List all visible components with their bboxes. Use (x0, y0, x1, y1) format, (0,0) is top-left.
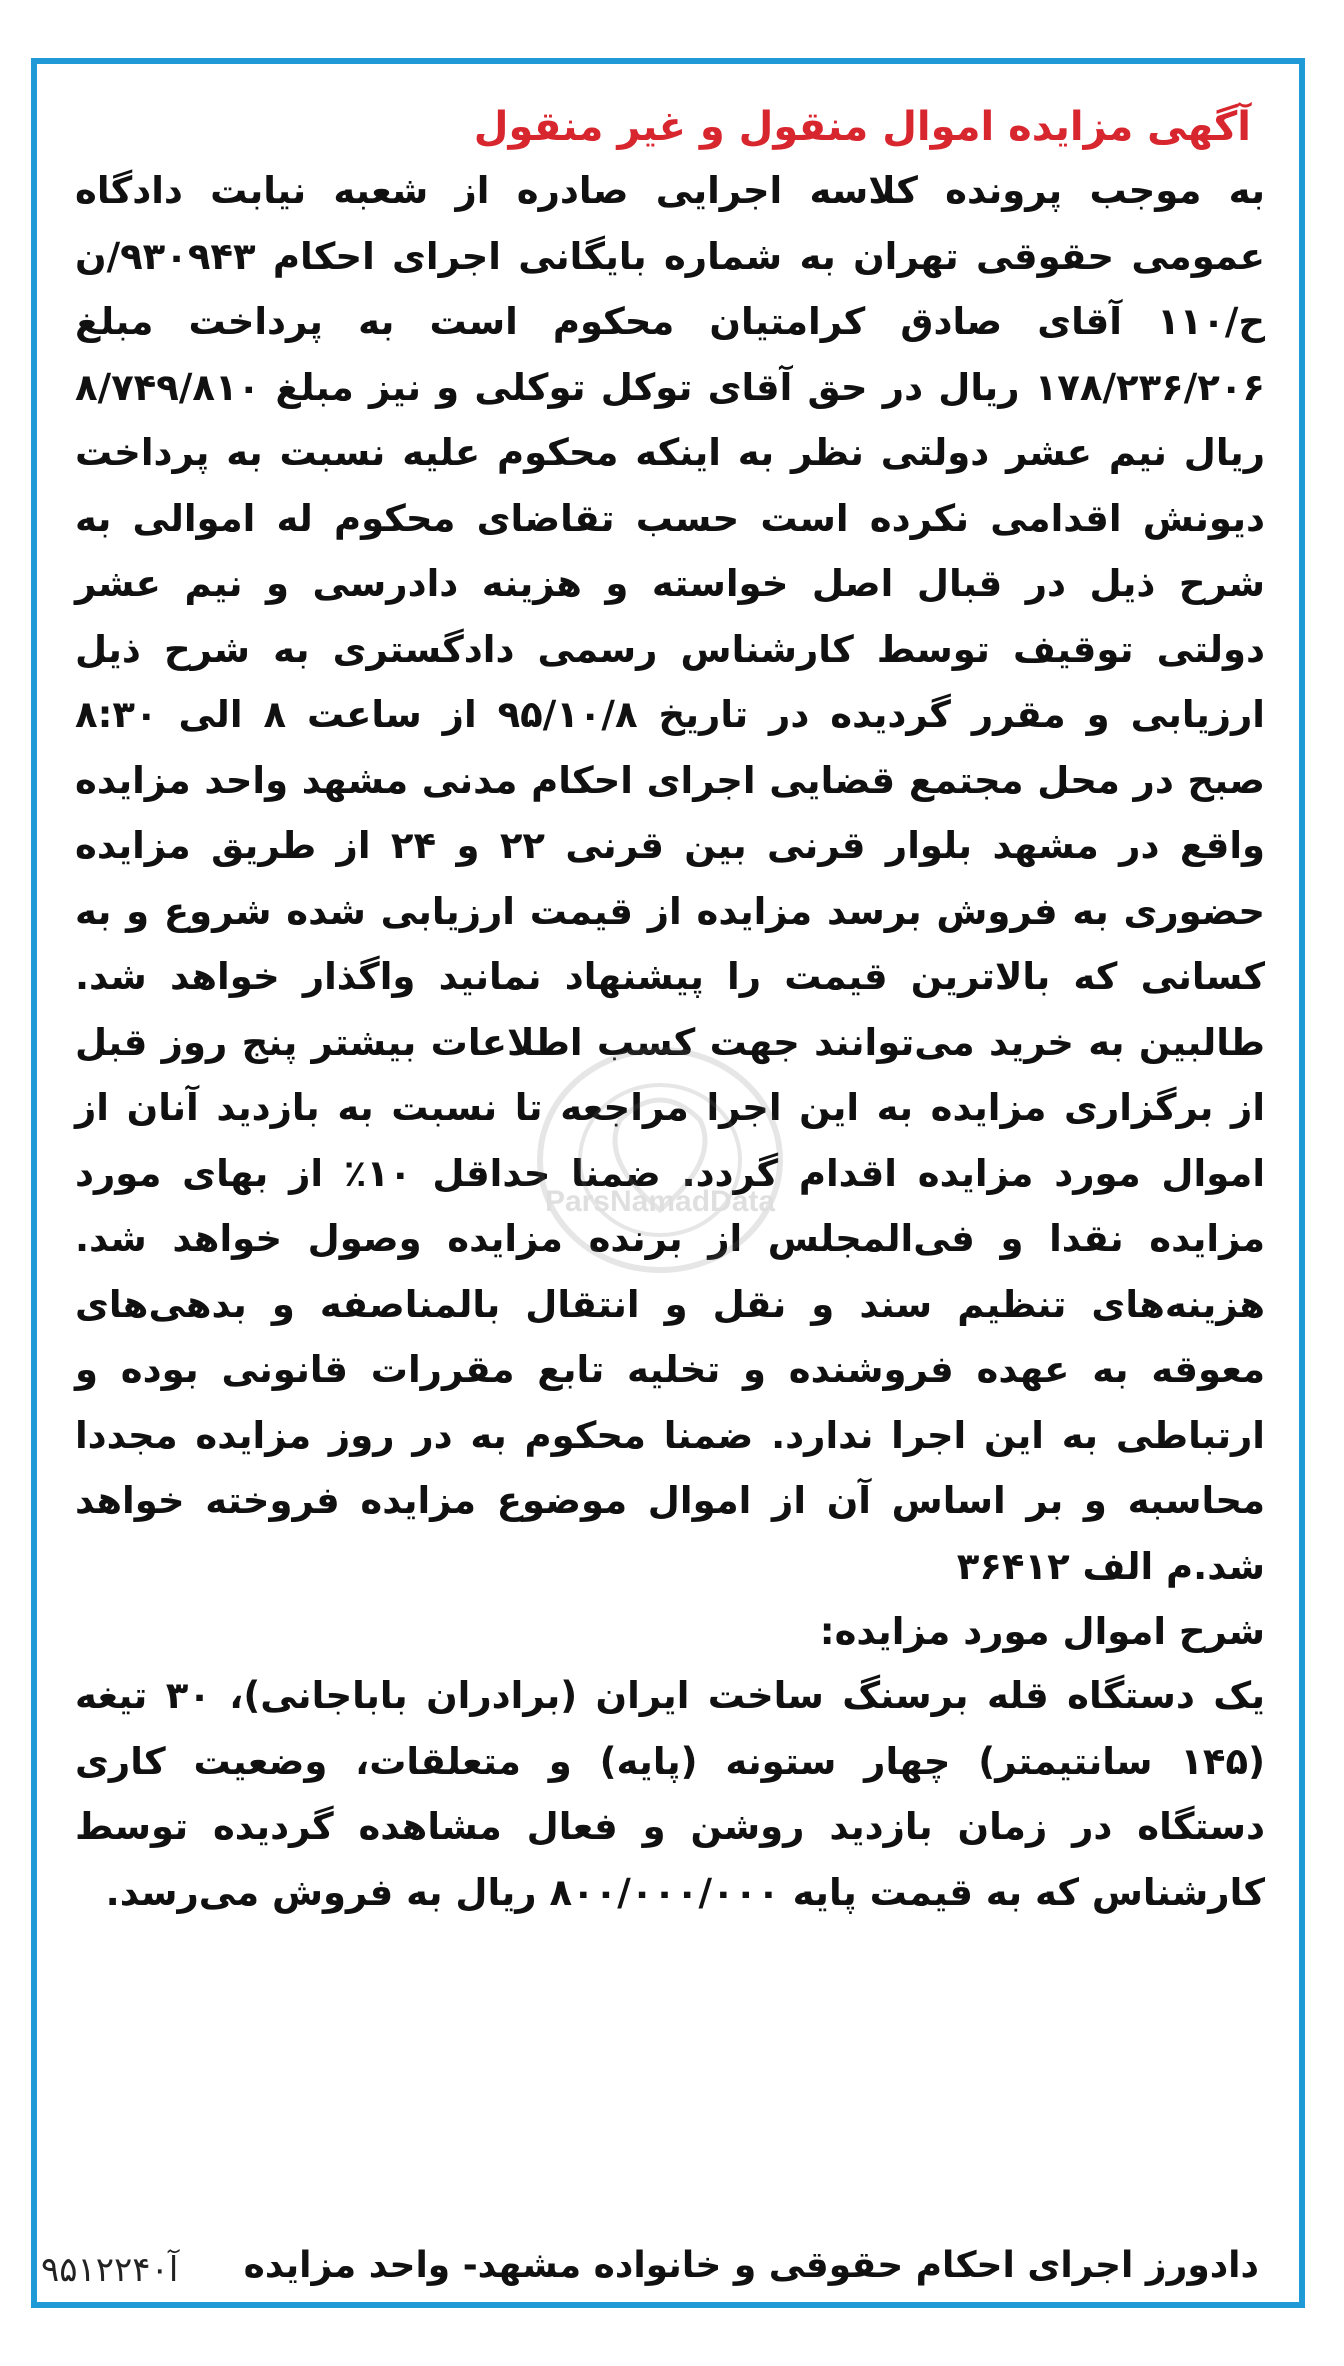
notice-signature: دادورز اجرای احکام حقوقی و خانواده مشهد- واحد مزایده (243, 2245, 1259, 2286)
notice-code: آ۹۵۱۲۲۴۰ (41, 2250, 179, 2290)
notice-body: به موجب پرونده کلاسه اجرایی صادره از شعبه نیابت دادگاه عمومی حقوقی تهران به شماره بایگانی اجرای احکام ۹۳۰۹۴۳/ن ح/۱۱۰ آقای صادق کرامتیان محکوم است به پرداخت مبلغ ۱۷۸/۲۳۶/۲۰۶ ریال در حق آقای توکل توکلی و نیز مبلغ ۸/۷۴۹/۸۱۰ ریال نیم عشر دولتی نظر به اینکه محکوم علیه نسبت به پرداخت دیونش اقدامی نکرده است حسب تقاضای محکوم له اموالی به شرح ذیل در قبال اصل خواسته و هزینه دادرسی و نیم عشر دولتی توقیف توسط کارشناس رسمی دادگستری به شرح ذیل ارزیابی و مقرر گردیده در تاریخ ۹۵/۱۰/۸ از ساعت ۸ الی ۸:۳۰ صبح در محل مجتمع قضایی اجرای احکام مدنی مشهد واحد مزایده واقع در مشهد بلوار قرنی بین قرنی ۲۲ و ۲۴ از طریق مزایده حضوری به فروش برسد مزایده از قیمت ارزیابی شده شروع و به کسانی که بالاترین قیمت را پیشنهاد نمانید واگذار خواهد شد. طالبین به خرید می‌توانند جهت کسب اطلاعات بیشتر پنج روز قبل از برگزاری مزایده به این اجرا مراجعه تا نسبت به بازدید آنان از اموال مورد مزایده اقدام گردد. ضمنا حداقل ۱۰٪ از بهای مورد مزایده نقدا و فی‌المجلس از برنده مزایده وصول خواهد شد. هزینه‌های تنظیم سند و نقل و انتقال بالمناصفه و بدهی‌های معوقه به عهده فروشنده و تخلیه تابع مقررات قانونی بوده و ارتباطی به این اجرا ندارد. ضمنا محکوم به در روز مزایده مجددا محاسبه و بر اساس آن از اموال موضوع مزایده فروخته خواهد شد.م الف ۳۶۴۱۲ (75, 169, 1266, 1588)
items-heading: شرح اموال مورد مزایده: (819, 1610, 1265, 1653)
items-description: یک دستگاه قله برسنگ ساخت ایران (برادران باباجانی)، ۳۰ تیغه (۱۴۵ سانتیمتر) چهار ستونه (پایه) و متعلقات، وضعیت کاری دستگاه در زمان بازدید روشن و فعال مشاهده گردیده توسط کارشناس که به قیمت پایه ۸۰۰/۰۰۰/۰۰۰ ریال به فروش می‌رسد. (75, 1674, 1266, 1914)
notice-title: آگهی مزایده اموال منقول و غیر منقول (473, 104, 1251, 150)
notice-content (75, 96, 1265, 2276)
notice-frame (31, 58, 1305, 2308)
